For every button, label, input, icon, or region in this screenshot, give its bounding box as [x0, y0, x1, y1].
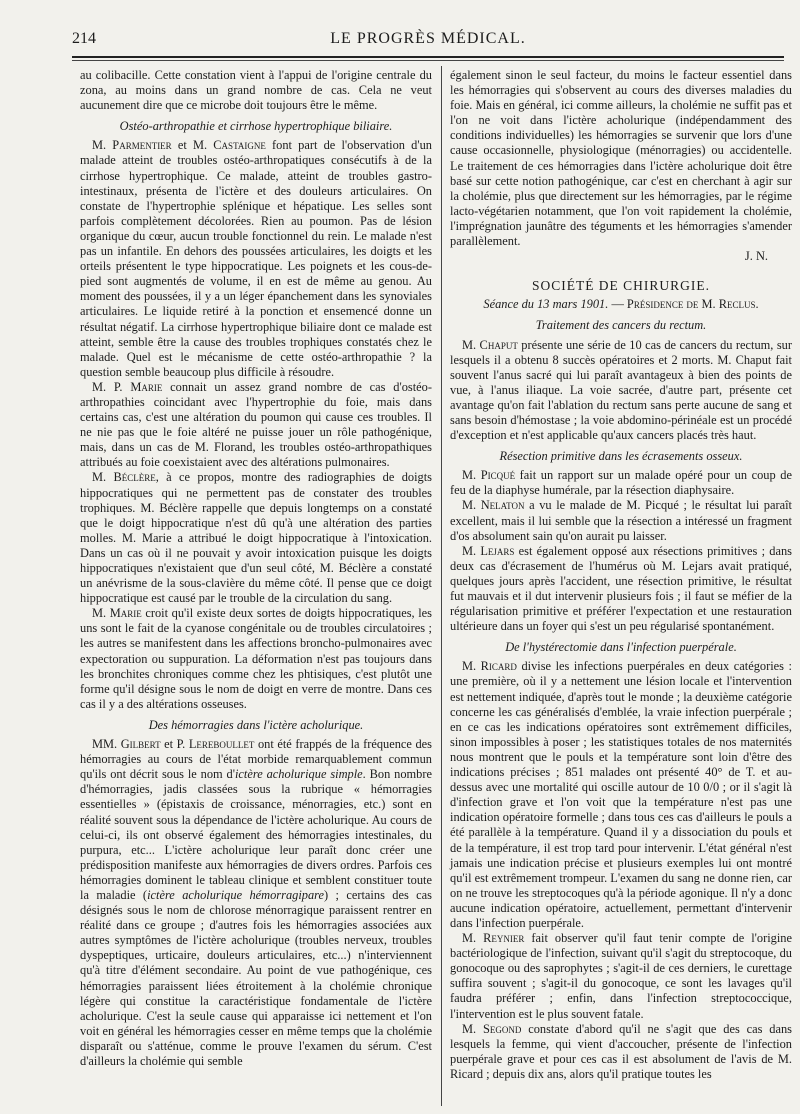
paragraph: M. Ricard divise les infections puerpérales en deux catégories : une première, où il y a nettement une lésion locale et l'intervention est nettement indiquée, d'après tout le monde ; la deuxième catégorie concerne les cas généralisés d'emblée, la vraie infection puerpérale ; en ce cas les indications opératoires sont extrêmement difficiles, sinon impossibles à poser ; les statistiques totales de nos maternités nous montrent que le pouls et la température sont loin d'être des indications précises ; 851 malades ont présenté 40° de T. et au-dessus avec une mortalité qui oscille autour de 10 0/0 ; or il s'agit là d'infection grave et l'on voit que la température n'est pas une indication opératoire formelle ; dans tous ces cas d'ailleurs le pouls a été parallèle à la température. Quand il y a dissociation du pouls et de la température, il est trop tard pour intervenir. L'état général n'est jamais une indication précise et plusieurs exemples lui ont montré qu'il est extrêmement trompeur. L'examen du sang ne donne rien, car on ne trouve les streptocoques qu'à la période agonique. Il n'y a donc aucune indication opératoire, actuellement, permettant d'intervenir dans l'infection puerpérale. [450, 659, 792, 930]
header-rule-thin [72, 60, 784, 61]
author-name: M. Reynier [462, 931, 525, 946]
author-name: M. Nelaton [462, 498, 525, 513]
section-title: SOCIÉTÉ DE CHIRURGIE. [531, 278, 711, 294]
paragraph: M. Lejars est également opposé aux résections primitives ; dans deux cas d'écrasement de l'humérus où M. Lejars avait pratiqué, quelques jours après l'accident, une résection primitive, le résultat fut mauvais et il dut intervenir plusieurs fois ; il faut se méfier de la régularisation primitive et préférer l'expectation et une restauration ultérieure dans un foyer qui s'est un peu régularisé spontanément. [450, 543, 792, 634]
left-column [80, 68, 432, 1069]
paragraph: M. P. Marie connait un assez grand nombre de cas d'ostéo-arthropathies coincidant avec l'hypertrophie du foie, mais dans certains cas, c'est une altération du poumon qui cause ces troubles. Il ne nie pas que le foie altéré ne puisse jouer un rôle pathogénique, mais, dans un cas de M. Florand, les troubles ostéo-arthropathiques attribués au foie coexistaient avec des altérations pulmonaires. [80, 379, 432, 470]
paragraph: M. Reynier fait observer qu'il faut tenir compte de l'origine bactériologique de l'infection, suivant qu'il s'agit du streptocoque, du gonocoque ou des saprophytes ; s'agit-il de ces derniers, le curettage suffira souvent ; s'agit-il du gonocoque, ce sont les lavages qu'il faudra préférer ; enfin, dans l'infection streptococcique, l'intervention est le plus souvent fatale. [450, 931, 792, 1021]
author-name: Gilbert [120, 737, 161, 752]
section-subheading: Des hémorragies dans l'ictère acholurique. [148, 717, 364, 732]
paragraph: MM. Gilbert et P. Lereboullet ont été frappés de la fréquence des hémorragies au cours de l'état morbide remarquablement commun qu'ils ont décrit sous le nom d'ictère acholurique simple. Bon nombre d'hémorragies, jadis classées sous la rubrique « hémorragies essentielles » (épistaxis de croissance, ménorragies, etc.) sont en réalité souvent sous la dépendance de l'ictère acholurique. Au cours de celui-ci, ils ont observé également des hémorragies intestinales, du purpura, etc... L'ictère acholurique leur paraît donc créer une prédisposition manifeste aux hémorragies de divers ordres. Parfois ces hémorragies dominent le tableau clinique et semblent constituer toute la maladie (ictère acholurique hémorragipare) ; certains des cas désignés sous le nom de chlorose ménorragique paraissent rentrer en réalité dans ce groupe ; d'autres fois les hémorragies associées aux autres symptômes de l'ictère acholurique (troubles nerveux, troubles dyspeptiques, urticaire, douleurs articulaires, etc...) n'interviennent qu'à titre d'élément secondaire. Au point de vue pathogénique, ces hémorragies paraissent liées étroitement à la cholémie chronique légère qui constitue la caractéristique fondamentale de l'ictère acholurique. C'est la seule cause qui apparaisse ici nettement et l'on voit en général les hémorragies cesser en même temps que la cholémie disparaît ou s'atténue, comme le prouve l'examen du sérum. C'est d'ailleurs la cholémie qui semble [80, 737, 433, 1068]
paragraph: également sinon le seul facteur, du moins le facteur essentiel dans les hémorragies qui s'observent au cours des diverses maladies du foie. Mais en général, ici comme ailleurs, la cholémie ne suffit pas et l'on ne voit dans l'ictère acholurique (indépendamment des conditions individuelles) les hémorragies se survenir que lors d'une cause occasionnelle, physiologique (ménorragies) ou accidentelle. Le traitement de ces hémorragies dans l'ictère acholurique doit être basé sur cette notion pathogénique, car c'est en cherchant à agir sur la cholémie, plus que directement sur les hémorragies, par le régime lacto-végétarien notamment, que l'on voit rapidement la cholémie, l'imprégnation jaunâtre des téguments et les hémorragies s'amender parallèlement. [450, 68, 792, 249]
section-subheading: De l'hystérectomie dans l'infection puerpérale. [505, 640, 737, 655]
section-subheading: Traitement des cancers du rectum. [535, 318, 707, 333]
page-number: 214 [72, 30, 96, 47]
author-name: M. Marie [92, 606, 142, 621]
paragraph: M. Parmentier et M. Castaigne font part de l'observation d'un malade atteint de troubles ostéo-arthropatiques consécutifs à de la cirrhose hypertrophique. Ce malade, atteint de troubles gastro-intestinaux, présenta de l'ictère et des douleurs articulaires. On constate de l'hypertrophie splénique et hépatique. Les selles sont parfois complètement décolorées. Rien au poumon. Pas de lésion organique du cœur, aucun trouble fonctionnel du rein. Le malade n'est pas un infantile. En dehors des poussées articulaires, les doigts et les orteils présentent le type hippocratique. Les poignets et les cous-de-pied sont augmentés de volume, il en est de même au genou. Au moment des poussées, il y a un léger épanchement dans les synoviales articulaires. Le liquide retiré à la ponction et ensemencé donne un résultat négatif. La cirrhose hypertrophique biliaire dont ce malade est atteint, semble être la cause des troubles trophiques constatés chez le malade. Quel est le mécanisme de cette ostéo-arthropathie ? la question semble beaucoup plus difficile à résoudre. [80, 138, 432, 379]
session-line: Séance du 13 mars 1901. — Présidence de M. Reclus. [483, 297, 759, 312]
paragraph: M. Picqué fait un rapport sur un malade opéré pour un coup de feu de la diaphyse humérale, par la résection diaphysaire. [450, 468, 792, 498]
paragraph: M. Segond constate d'abord qu'il ne s'agit que des cas dans lesquels la femme, qui vient d'accoucher, présente de l'infection puerpérale grave et pour ces cas il est absolument de l'avis de M. Ricard ; depuis dix ans, alors qu'il pratique toutes les [450, 1021, 792, 1081]
right-column [450, 68, 792, 1082]
author-name: M. Picqué [462, 468, 516, 483]
section-subheading: Ostéo-arthropathie et cirrhose hypertrophique biliaire. [119, 119, 393, 134]
author-name: P. Lereboullet [176, 737, 255, 752]
signature: J. N. [744, 249, 768, 264]
paragraph: M. Béclère, à ce propos, montre des radiographies de doigts hippocratiques qui ne permettent pas de constater des troubles trophiques. M. Béclère rappelle que depuis longtemps on a constaté que le doigt hippocratique n'est dû qu'à une altération des parties molles. M. Marie a attribué le doigt hippocratique à l'intoxication. Dans un cas où il ne pouvait y avoir intoxication puisque les doigts hippocratiques n'existaient que d'un seul côté, M. Béclère a constaté un anévrisme de la sous-clavière du même côté. Il pense que ce doigt hippocratique est causé par le trouble de la circulation du sang. [80, 470, 432, 606]
author-name: M. Ricard [462, 659, 517, 674]
paragraph: au colibacille. Cette constation vient à l'appui de l'origine centrale du zona, au moins dans un grand nombre de cas. Cela ne veut aucunement dire que ce microbe doit toujours être le même. [80, 68, 432, 113]
author-name: M. Béclère [92, 470, 156, 485]
section-subheading: Résection primitive dans les écrasements osseux. [499, 449, 743, 464]
page-header [72, 30, 784, 54]
paragraph: M. Nelaton a vu le malade de M. Picqué ; le résultat lui paraît excellent, mais il lui semble que la résection a intéressé un fragment d'os absolument sain qu'on aurait pu laisser. [450, 498, 792, 543]
journal-title: LE PROGRÈS MÉDICAL. [330, 30, 526, 47]
author-name: M. Chaput [462, 337, 518, 352]
column-divider [441, 66, 442, 1106]
author-name: M. P. Marie [92, 379, 163, 394]
paragraph: M. Marie croit qu'il existe deux sortes de doigts hippocratiques, les uns sont le fait de la cyanose congénitale ou de troubles circulatoires ; les autres se manifestent dans les affections broncho-pulmonaires avec expectoration ou suppuration. La déformation n'est pas toujours dans les bronchites chroniques comme chez les phtisiques, c'est plutôt une forme qu'il désigne sous le nom de doigt en verre de montre. Dans ces cas il y a des altérations osseuses. [80, 606, 432, 711]
header-rule [72, 56, 784, 58]
author-name: M. Segond [462, 1021, 522, 1036]
paragraph: M. Chaput présente une série de 10 cas de cancers du rectum, sur lesquels il a obtenu 8 succès opératoires et 2 morts. M. Chaput fait souvent l'anus sacré qui lui paraît avantageux à bien des points de vue, à l'anus iliaque. La voie sacrée, d'autre part, présente cet avantage qu'on fait l'ablation du rectum sans perte aucune de sang et sans besoin d'hémostase ; la voie abdomino-périnéale est un procédé d'exception et n'est applicable qu'aux cancers placés très haut. [450, 337, 792, 443]
author-name: M. Parmentier [92, 138, 172, 153]
author-name: M. Castaigne [193, 138, 266, 153]
author-name: M. Lejars [462, 543, 515, 558]
